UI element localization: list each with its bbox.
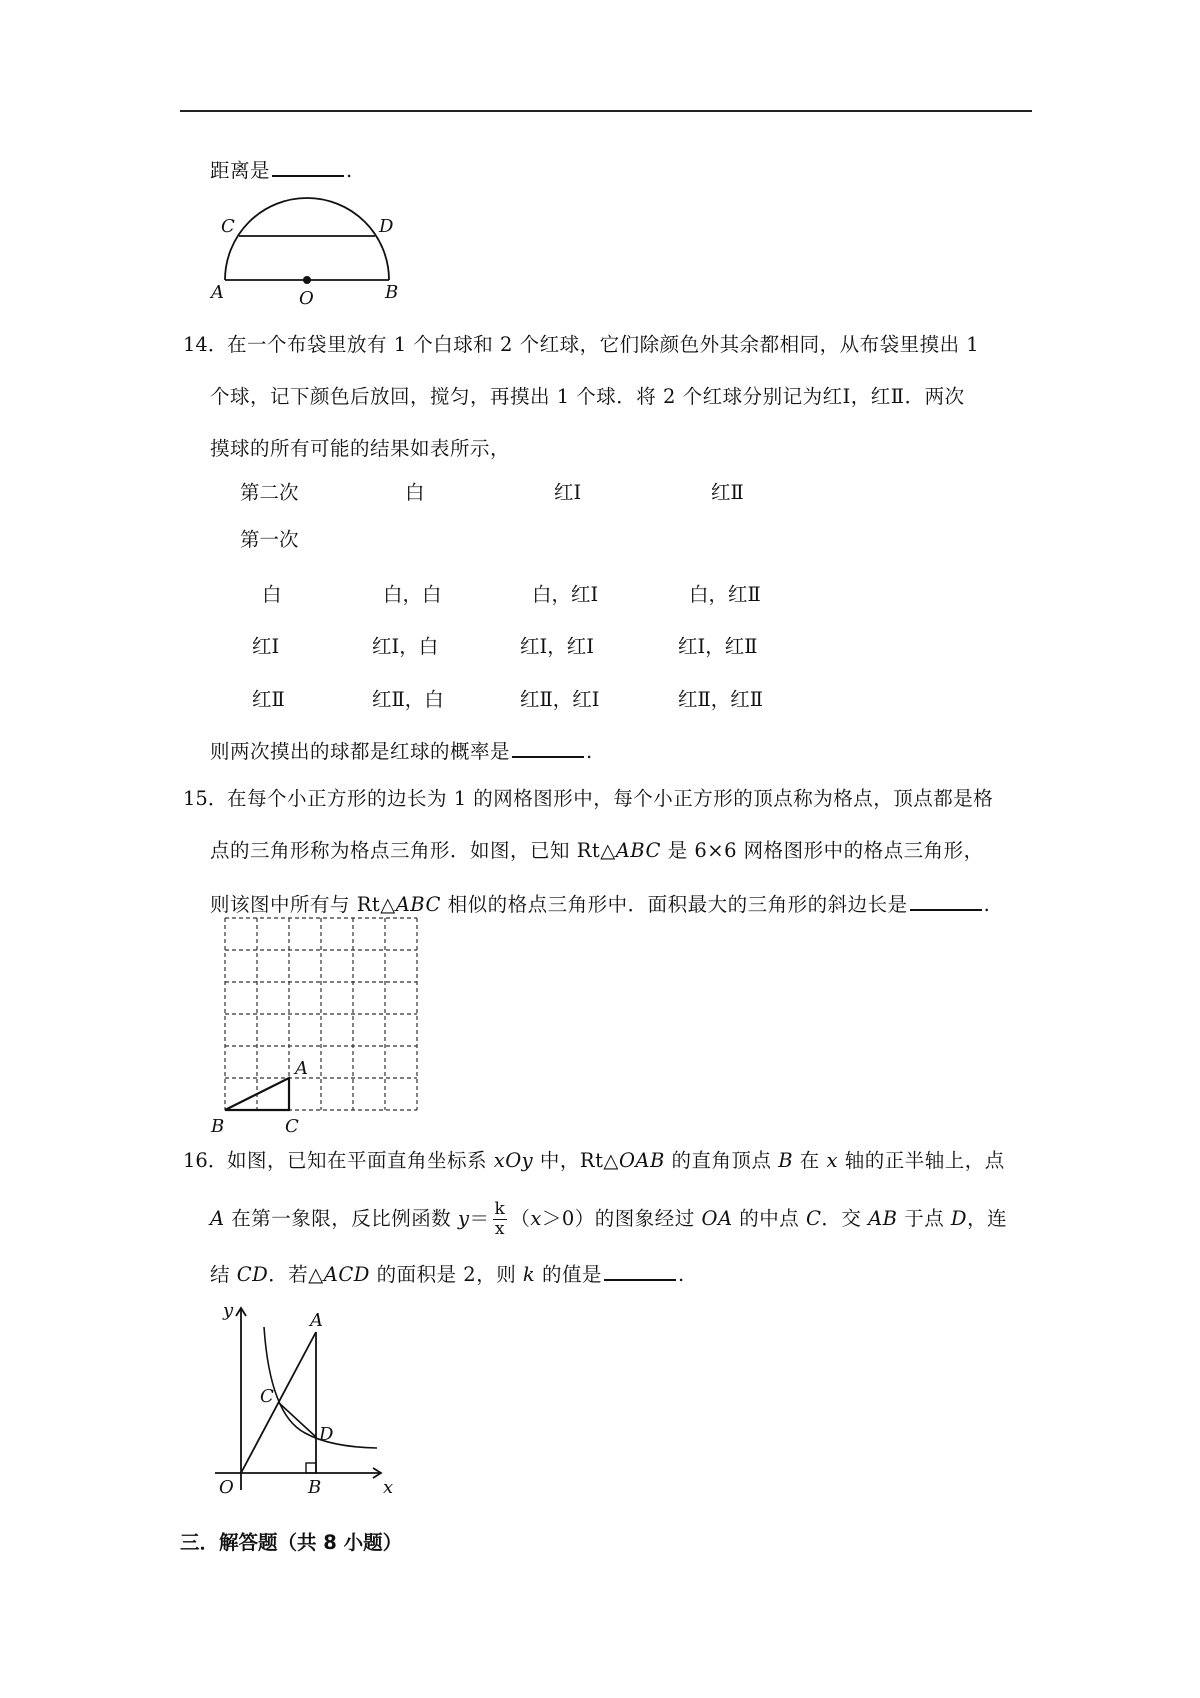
table-cell: 红Ⅰ，红Ⅰ <box>520 635 594 658</box>
q16-line2: A 在第一象限，反比例函数 y＝ $\frac{k}{x}$ （x＞0）的图象经过 OA 的中点 C．交 AB 于点 D，连 <box>210 1199 1008 1239</box>
label-c: C <box>285 1116 299 1137</box>
answer-blank[interactable] <box>512 738 584 758</box>
label-c: C <box>221 216 235 237</box>
table-cell: 红Ⅰ，红Ⅱ <box>678 635 758 658</box>
label-b: B <box>211 1116 225 1137</box>
table-corner-bottom: 第一次 <box>240 528 299 551</box>
right-angle-mark <box>306 1463 316 1473</box>
table-row-head: 红Ⅰ <box>252 635 280 658</box>
label-y: y <box>223 1300 234 1321</box>
table-row-head: 白 <box>262 583 282 606</box>
fraction-k-over-x: $\frac{k}{x}$ <box>494 1199 506 1239</box>
table-cell: 红Ⅱ，白 <box>372 688 444 711</box>
q15-line2: 点的三角形称为格点三角形．如图，已知 Rt△ABC 是 6×6 网格图形中的格点三角形， <box>210 839 984 862</box>
table-col-2: 红Ⅱ <box>711 481 744 504</box>
label-a: A <box>211 282 224 303</box>
dashed-grid <box>225 918 417 1110</box>
semicircle-arc <box>225 198 389 280</box>
label-d: D <box>379 216 394 237</box>
label-a: A <box>310 1310 323 1331</box>
grid-figure <box>205 908 435 1138</box>
q14-number: 14． <box>183 333 228 356</box>
semicircle-figure <box>205 196 405 306</box>
table-cell: 白，白 <box>383 583 442 606</box>
answer-blank[interactable] <box>604 1261 676 1281</box>
q15-number: 15． <box>183 787 228 810</box>
q16-line1: 如图，已知在平面直角坐标系 xOy 中，Rt△OAB 的直角顶点 B 在 x 轴的正半轴上，点 <box>227 1149 1005 1172</box>
label-a: A <box>295 1058 308 1079</box>
q14-line1: 在一个布袋里放有 1 个白球和 2 个红球，它们除颜色外其余都相同，从布袋里摸出 1 <box>227 333 980 356</box>
label-o: O <box>299 288 314 306</box>
label-b: B <box>385 282 399 303</box>
q15-line3: 则该图中所有与 Rt△ABC 相似的格点三角形中．面积最大的三角形的斜边长是 . <box>210 893 991 916</box>
answer-blank[interactable] <box>910 891 982 911</box>
label-b: B <box>308 1477 322 1498</box>
table-cell: 白，红Ⅱ <box>689 583 761 606</box>
label-d: D <box>319 1424 334 1445</box>
q13-tail: 距离是 . <box>210 159 353 182</box>
label-o: O <box>219 1477 234 1498</box>
q16-line3: 结 CD．若△ACD 的面积是 2，则 k 的值是 . <box>210 1263 685 1286</box>
table-cell: 白，红Ⅰ <box>532 583 599 606</box>
table-col-0: 白 <box>405 481 425 504</box>
q14-line2: 个球，记下颜色后放回，搅匀，再摸出 1 个球．将 2 个红球分别记为红Ⅰ，红Ⅱ．两次 <box>210 385 965 408</box>
section-3-heading: 三．解答题（共 8 小题） <box>180 1531 403 1554</box>
table-col-1: 红Ⅰ <box>554 481 582 504</box>
center-o-dot <box>303 276 311 284</box>
table-cell: 红Ⅱ，红Ⅱ <box>678 688 764 711</box>
table-corner-top: 第二次 <box>240 481 299 504</box>
q14-line3: 摸球的所有可能的结果如表所示， <box>210 437 511 460</box>
q16-number: 16． <box>183 1149 228 1172</box>
q14-question: 则两次摸出的球都是红球的概率是 . <box>210 740 593 763</box>
q15-line1: 在每个小正方形的边长为 1 的网格图形中，每个小正方形的顶点称为格点，顶点都是格 <box>227 787 994 810</box>
table-cell: 红Ⅰ，白 <box>372 635 439 658</box>
label-x: x <box>383 1477 394 1498</box>
table-row-head: 红Ⅱ <box>252 688 285 711</box>
segment-cd <box>278 1402 316 1437</box>
answer-blank[interactable] <box>272 157 344 177</box>
table-cell: 红Ⅱ，红Ⅰ <box>520 688 600 711</box>
coordinate-figure <box>205 1300 405 1510</box>
header-rule <box>180 110 1032 112</box>
label-c: C <box>260 1386 274 1407</box>
